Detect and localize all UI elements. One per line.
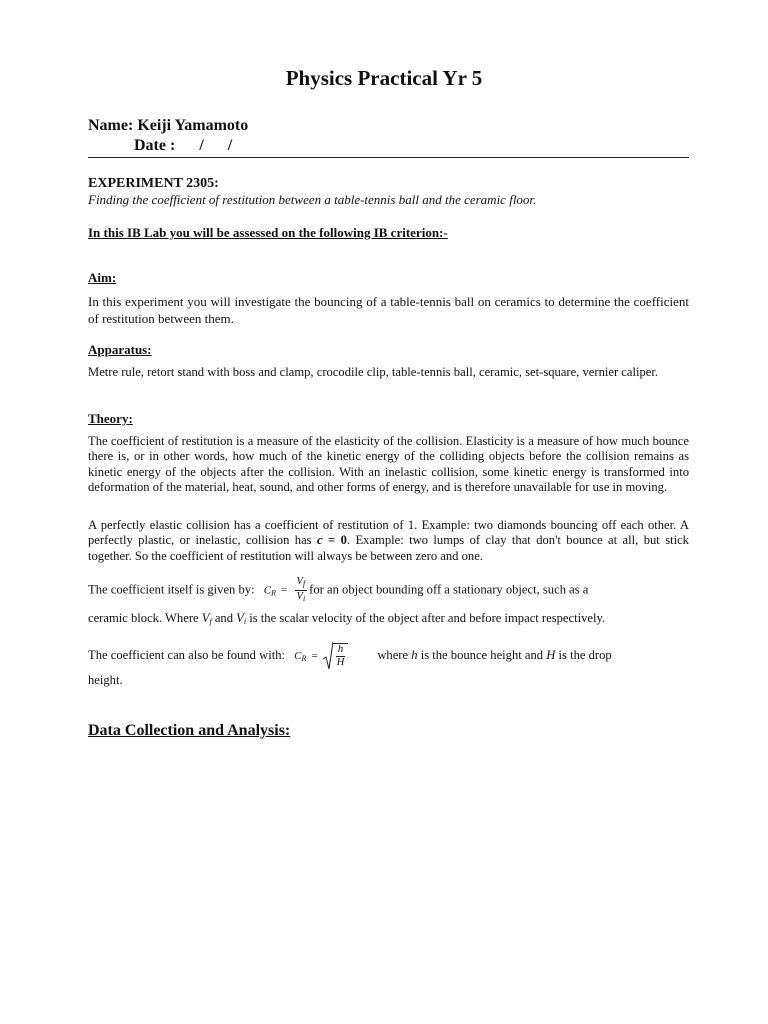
velocity-numerator <box>295 576 308 591</box>
restitution-velocity-formula <box>264 576 309 605</box>
theory-paragraph-2 <box>88 518 689 564</box>
H-inline-symbol: H <box>546 647 556 662</box>
formula-1-line2-b: and <box>211 611 237 625</box>
formula-1-line-2 <box>88 610 689 630</box>
radical-sign-icon <box>323 642 333 670</box>
theory-paragraph-2-part-a: A perfectly elastic collision has a coefficient of restitution of 1. Example: two diamonds bouncing off each other. A perfectly plastic, or inelastic, collision has <box>88 518 689 548</box>
zero-value: = 0 <box>322 533 347 548</box>
formula-2-line <box>88 642 689 670</box>
vi-symbol: V <box>236 611 244 625</box>
restitution-height-formula <box>294 642 348 670</box>
student-name: Name: Keiji Yamamoto <box>88 117 249 134</box>
formula-2-intro: The coefficient can also be found with: <box>88 647 285 662</box>
v-initial-symbol: V <box>296 591 303 602</box>
formula-2-after-a: where <box>377 647 412 662</box>
formula2-subscript-r: R <box>301 653 307 663</box>
height-fraction <box>333 643 348 669</box>
formula-2-explanation <box>377 648 611 662</box>
velocity-denominator <box>295 591 308 605</box>
velocity-fraction <box>295 576 308 605</box>
drop-height-symbol: H <box>336 657 345 668</box>
h-inline-symbol: h <box>411 647 418 662</box>
formula-2-line-2: height. <box>88 673 123 687</box>
experiment-label: EXPERIMENT 2305: <box>88 176 219 191</box>
formula-2-after-b: is the bounce height and <box>417 647 547 662</box>
theory-paragraph-1: The coefficient of restitution is a measure of the elasticity of the collision. Elasticity is a measure of how much bounce there is, or in other words, how much of the kinetic energy of the colliding objects before the collision remains as kinetic energy of the objects after the collision. With an inelastic collision, some kinetic energy is transformed into deformation of the material, heat, sound, and other forms of energy, and is therefore unavailable for use in moving. <box>88 434 689 495</box>
theory-paragraph-2-part-b: . Example: two lumps of clay that don't bounce at all, but stick together. So the coefficient of restitution will always be between zero and one. <box>88 533 689 563</box>
symbol-c: c <box>317 533 323 548</box>
page-title: Physics Practical Yr 5 <box>285 66 483 90</box>
aim-heading: Aim: <box>88 270 117 285</box>
square-root <box>323 642 348 670</box>
formula-1-continuation: for an object bounding off a stationary object, such as a <box>309 582 589 597</box>
vf-symbol: V <box>201 611 210 625</box>
ib-criterion-note: In this IB Lab you will be assessed on the following IB criterion:- <box>88 225 448 240</box>
formula-1-line <box>88 576 689 605</box>
experiment-description: Finding the coefficient of restitution between a table-tennis ball and the ceramic floor. <box>88 192 537 207</box>
formula-2-after-c: is the drop <box>555 647 612 662</box>
formula-subscript-r: R <box>271 588 276 598</box>
vi-subscript: i <box>243 617 247 626</box>
vf-subscript: f <box>209 617 212 626</box>
header-divider <box>88 157 689 158</box>
bounce-height-symbol: h <box>337 644 344 655</box>
formula-equals: = <box>281 584 288 597</box>
date-field: Date : / / <box>134 137 233 154</box>
v-final-symbol: V <box>296 576 303 587</box>
formula2-equals: = <box>311 649 318 662</box>
v-initial-subscript: i <box>302 594 306 603</box>
formula2-symbol-c: C <box>294 649 302 662</box>
apparatus-text: Metre rule, retort stand with boss and clamp, crocodile clip, table-tennis ball, ceramic, set-square, vernier caliper. <box>88 365 659 379</box>
formula-1-line2-c: is the scalar velocity of the object after and before impact respectively. <box>246 611 606 625</box>
v-final-subscript: f <box>302 579 306 588</box>
formula-1-intro: The coefficient itself is given by: <box>88 582 255 597</box>
theory-heading: Theory: <box>88 411 133 426</box>
data-collection-heading: Data Collection and Analysis: <box>88 722 291 739</box>
apparatus-heading: Apparatus: <box>88 342 152 357</box>
formula-1-line2-a: ceramic block. Where <box>88 611 202 625</box>
aim-text: In this experiment you will investigate the bouncing of a table-tennis ball on ceramics to determine the coefficient of restitution between them. <box>88 294 689 326</box>
formula-symbol-c: C <box>263 584 272 597</box>
